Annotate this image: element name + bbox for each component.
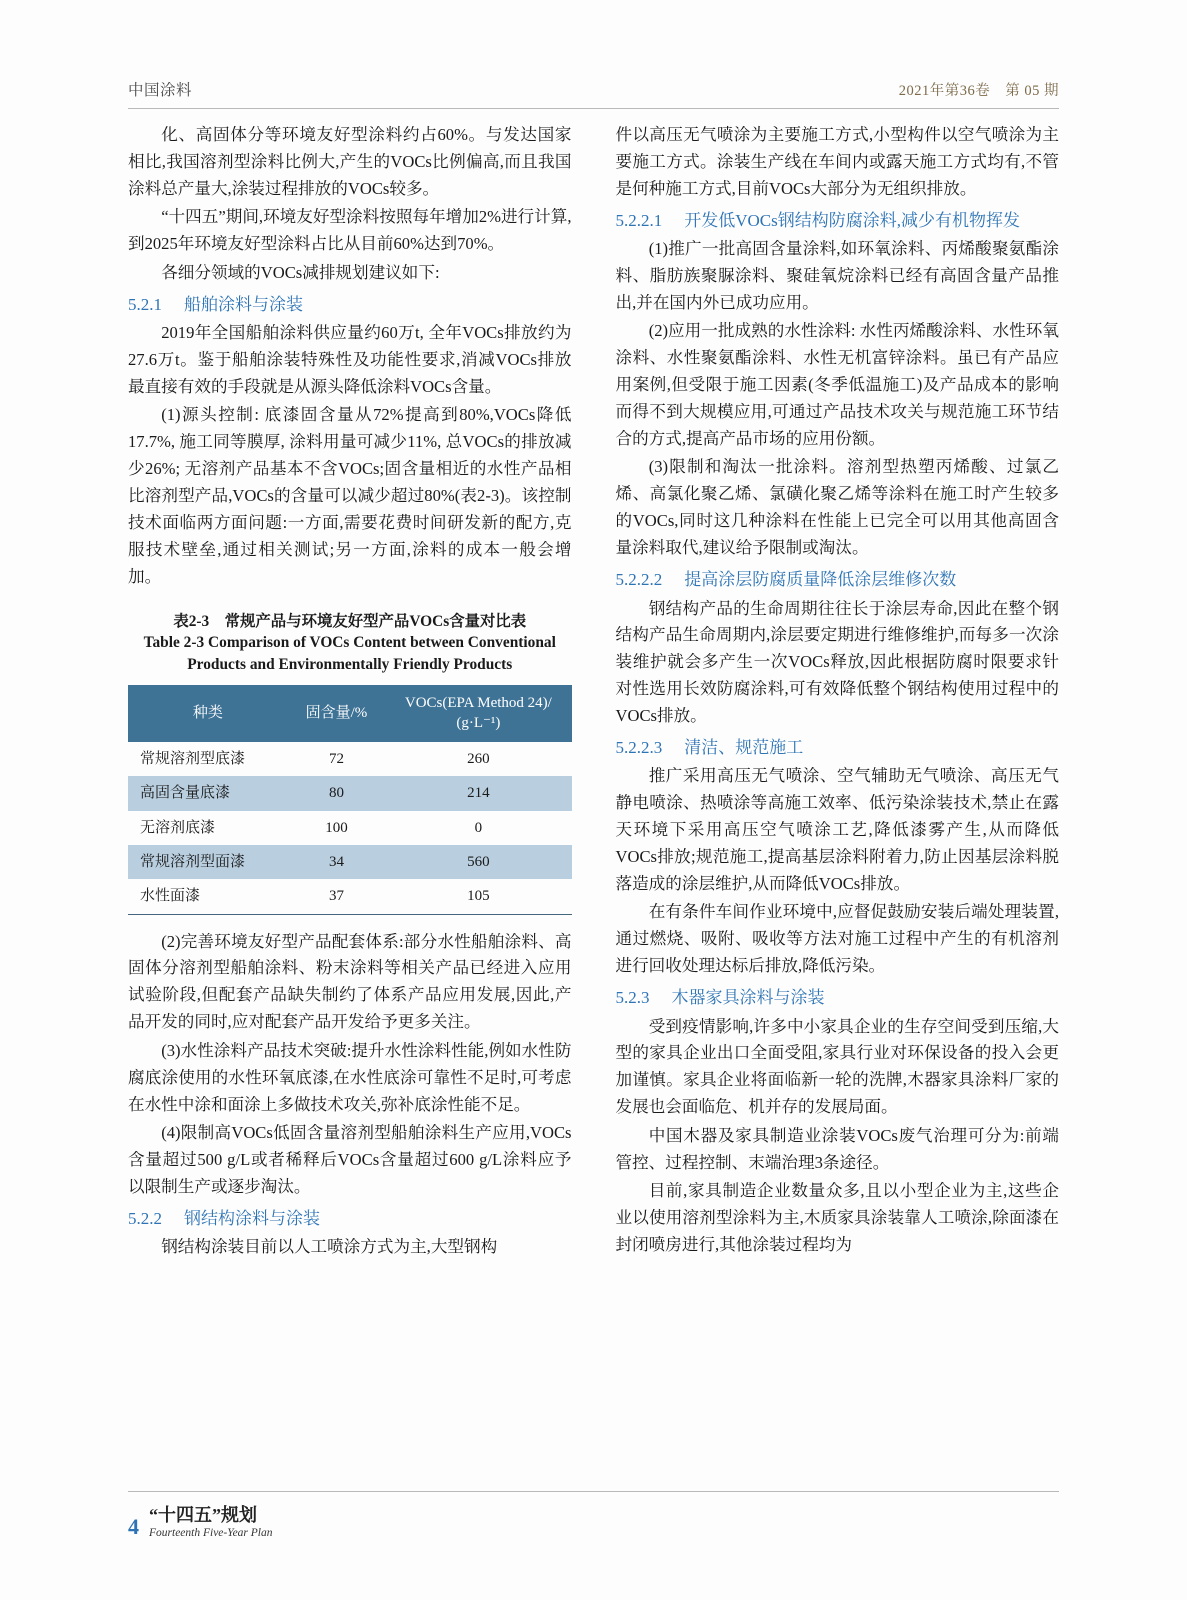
- table-2-3-block: [128, 611, 572, 915]
- section-title: 提高涂层防腐质量降低涂层维修次数: [684, 569, 957, 589]
- table-body: [128, 742, 572, 914]
- table-caption: [128, 611, 572, 677]
- page-footer: [128, 1506, 273, 1540]
- section-heading-5-2-3: [616, 984, 1060, 1012]
- table-cell-voc: 214: [385, 776, 571, 810]
- footer-title-cn: “十四五”规划: [149, 1504, 257, 1525]
- voc-comparison-table: [128, 685, 572, 914]
- paragraph: 在有条件车间作业环境中,应督促鼓励安装后端处理装置,通过燃烧、吸附、吸收等方法对施工过程中产生的有机溶剂进行回收处理达标后排放,降低污染。: [615, 902, 1059, 976]
- paragraph: (3)水性涂料产品技术突破:提升水性涂料性能,例如水性防腐底涂使用的水性环氧底漆,在水性底涂可靠性不足时,可考虑在水性中涂和面涂上多做技术攻关,弥补底涂性能不足。: [128, 1040, 572, 1114]
- section-title: 船舶涂料与涂装: [184, 294, 303, 314]
- section-title: 开发低VOCs钢结构防腐涂料,减少有机物挥发: [684, 210, 1021, 230]
- table-cell-solid: 100: [325, 819, 348, 836]
- page-number: 4: [128, 1514, 139, 1539]
- paragraph: 推广采用高压无气喷涂、空气辅助无气喷涂、高压无气静电喷涂、热喷涂等高施工效率、低污染涂装技术,禁止在露天环境下采用高压空气喷涂工艺,降低漆雾产生,从而降低VOCs排放;规范施工,提高基层涂料附着力,防止因基层涂料脱落造成的涂层维护,从而降低VOCs排放。: [615, 766, 1059, 893]
- section-number: 5.2.2: [128, 1208, 162, 1228]
- section-title: 钢结构涂料与涂装: [184, 1208, 320, 1228]
- header-divider: [128, 108, 1059, 109]
- paragraph: (2)完善环境友好型产品配套体系:部分水性船舶涂料、高固体分溶剂型船舶涂料、粉末涂料等相关产品已经进入应用试验阶段,但配套产品缺失制约了体系产品应用发展,因此,产品开发的同时,应对配套产品开发给予更多关注。: [128, 931, 572, 1032]
- table-header-vocs-line2: (g·L⁻¹): [456, 714, 501, 731]
- table-caption-cn: 表2-3 常规产品与环境友好型产品VOCs含量对比表: [173, 612, 527, 630]
- section-title: 清洁、规范施工: [684, 737, 804, 757]
- table-cell-solid: 72: [328, 751, 344, 768]
- table-cell-category: 高固含量底漆: [128, 776, 288, 810]
- footer-title-en: Fourteenth Five-Year Plan: [149, 1527, 273, 1540]
- table-header-vocs-line1: VOCs(EPA Method 24)/: [404, 695, 552, 712]
- table-cell-solid: 80: [288, 776, 386, 810]
- paragraph: 钢结构产品的生命周期往往长于涂层寿命,因此在整个钢结构产品生命周期内,涂层要定期进行维修维护,而每多一次涂装维护就会多产生一次VOCs释放,因此根据防腐时限要求针对性选用长效防腐涂料,可有效降低整个钢结构使用过程中的VOCs排放。: [615, 598, 1059, 725]
- table-row: [128, 776, 572, 810]
- table-row: [128, 742, 572, 776]
- section-title: 木器家具涂料与涂装: [671, 988, 825, 1008]
- paragraph: (1)源头控制: 底漆固含量从72%提高到80%,VOCs降低17.7%, 施工同等膜厚, 涂料用量可减少11%, 总VOCs的排放减少26%; 无溶剂产品基本不含VOCs;固含量相近的水性产品相比溶剂型产品,VOCs的含量可以减少超过80%(表2-3)。该控制技术面临两方面问题:一方面,需要花费时间研发新的配方,克服技术壁垒,通过相关测试;另一方面,涂料的成本一般会增加。: [128, 405, 572, 586]
- table-caption-en: Table 2-3 Comparison of VOCs Content between Conventional Products and Environmentally Friendly Products: [143, 634, 556, 674]
- table-cell-solid: 37: [288, 879, 386, 914]
- table-cell-category: 水性面漆: [128, 879, 288, 914]
- paragraph: (4)限制高VOCs低固含量溶剂型船舶涂料生产应用,VOCs含量超过500 g/L或者稀释后VOCs含量超过600 g/L涂料应予以限制生产或逐步淘汰。: [128, 1123, 572, 1196]
- section-heading-5-2-2: [128, 1205, 572, 1233]
- paragraph: (3)限制和淘汰一批涂料。溶剂型热塑丙烯酸、过氯乙烯、高氯化聚乙烯、氯磺化聚乙烯等涂料在施工时产生较多的VOCs,同时这几种涂料在性能上已完全可以用其他高固含量涂料取代,建议给予限制或淘汰。: [615, 457, 1059, 558]
- section-heading-5-2-1: [128, 291, 572, 319]
- header-issue-info: 2021年第36卷 第 05 期: [898, 83, 1059, 99]
- paragraph: 各细分领域的VOCs减排规划建议如下:: [161, 262, 440, 282]
- section-number: 5.2.2.1: [615, 210, 663, 230]
- table-header-category: 种类: [128, 685, 288, 742]
- right-column: [616, 122, 1060, 1460]
- left-column: [128, 122, 572, 1460]
- section-heading-5-2-2-2: [616, 566, 1060, 594]
- table-row: [128, 845, 572, 879]
- table-cell-solid: 34: [288, 845, 386, 879]
- paragraph: “十四五”期间,环境友好型涂料按照每年增加2%进行计算,到2025年环境友好型涂料占比从目前60%达到70%。: [128, 207, 572, 254]
- table-head: [128, 685, 572, 742]
- table-cell-voc: 0: [474, 819, 483, 836]
- paragraph: 化、高固体分等环境友好型涂料约占60%。与发达国家相比,我国溶剂型涂料比例大,产生的VOCs比例偏高,而且我国涂料总产量大,涂装过程排放的VOCs较多。: [128, 125, 572, 198]
- section-number: 5.2.3: [615, 988, 650, 1008]
- section-number: 5.2.2.3: [615, 737, 663, 757]
- paragraph: 中国木器及家具制造业涂装VOCs废气治理可分为:前端管控、过程控制、末端治理3条途径。: [615, 1125, 1059, 1172]
- page-header: [128, 78, 1059, 100]
- table-header-solid-content: 固含量/%: [288, 685, 386, 742]
- table-cell-category: 常规溶剂型底漆: [140, 751, 246, 768]
- table-header-vocs: [385, 685, 571, 742]
- table-cell-voc: 260: [467, 751, 490, 768]
- table-cell-voc: 105: [385, 879, 571, 914]
- section-number: 5.2.1: [128, 294, 162, 314]
- section-heading-5-2-2-3: [616, 734, 1060, 762]
- paragraph: 受到疫情影响,许多中小家具企业的生存空间受到压缩,大型的家具企业出口全面受阻,家具行业对环保设备的投入会更加谨慎。家具企业将面临新一轮的洗牌,木器家具涂料厂家的发展也会面临危、机并存的发展局面。: [615, 1016, 1059, 1117]
- header-journal-name: 中国涂料: [128, 82, 193, 99]
- footer-titles: [149, 1506, 273, 1540]
- paragraph: 目前,家具制造企业数量众多,且以小型企业为主,这些企业以使用溶剂型涂料为主,木质家具涂装靠人工喷涂,除面漆在封闭喷房进行,其他涂装过程均为: [615, 1181, 1059, 1254]
- section-number: 5.2.2.2: [615, 569, 663, 589]
- paragraph: 件以高压无气喷涂为主要施工方式,小型构件以空气喷涂为主要施工方式。涂装生产线在车间内或露天施工方式均有,不管是何种施工方式,目前VOCs大部分为无组织排放。: [615, 125, 1059, 198]
- paragraph: 2019年全国船舶涂料供应量约60万t, 全年VOCs排放约为27.6万t。鉴于船舶涂装特殊性及功能性要求,消减VOCs排放最直接有效的手段就是从源头降低涂料VOCs含量。: [128, 323, 572, 396]
- footer-divider: [128, 1491, 1059, 1492]
- table-cell-category: 无溶剂底漆: [140, 819, 216, 836]
- paragraph: (1)推广一批高固含量涂料,如环氧涂料、丙烯酸聚氨酯涂料、脂肪族聚脲涂料、聚硅氧烷涂料已经有高固含量产品推出,并在国内外已成功应用。: [615, 239, 1059, 312]
- table-header-row: [128, 685, 572, 742]
- table-row: [128, 811, 572, 845]
- table-cell-voc: 560: [385, 845, 571, 879]
- section-heading-5-2-2-1: [616, 207, 1060, 235]
- paragraph: 钢结构涂装目前以人工喷涂方式为主,大型钢构: [161, 1237, 498, 1257]
- table-cell-category: 常规溶剂型面漆: [128, 845, 288, 879]
- paragraph: (2)应用一批成熟的水性涂料: 水性丙烯酸涂料、水性环氧涂料、水性聚氨酯涂料、水性无机富锌涂料。虽已有产品应用案例,但受限于施工因素(冬季低温施工)及产品成本的影响而得不到大规模应用,可通过产品技术攻关与规范施工环节结合的方式,提高产品市场的应用份额。: [615, 321, 1059, 448]
- two-column-body: [128, 122, 1059, 1460]
- table-row: [128, 879, 572, 914]
